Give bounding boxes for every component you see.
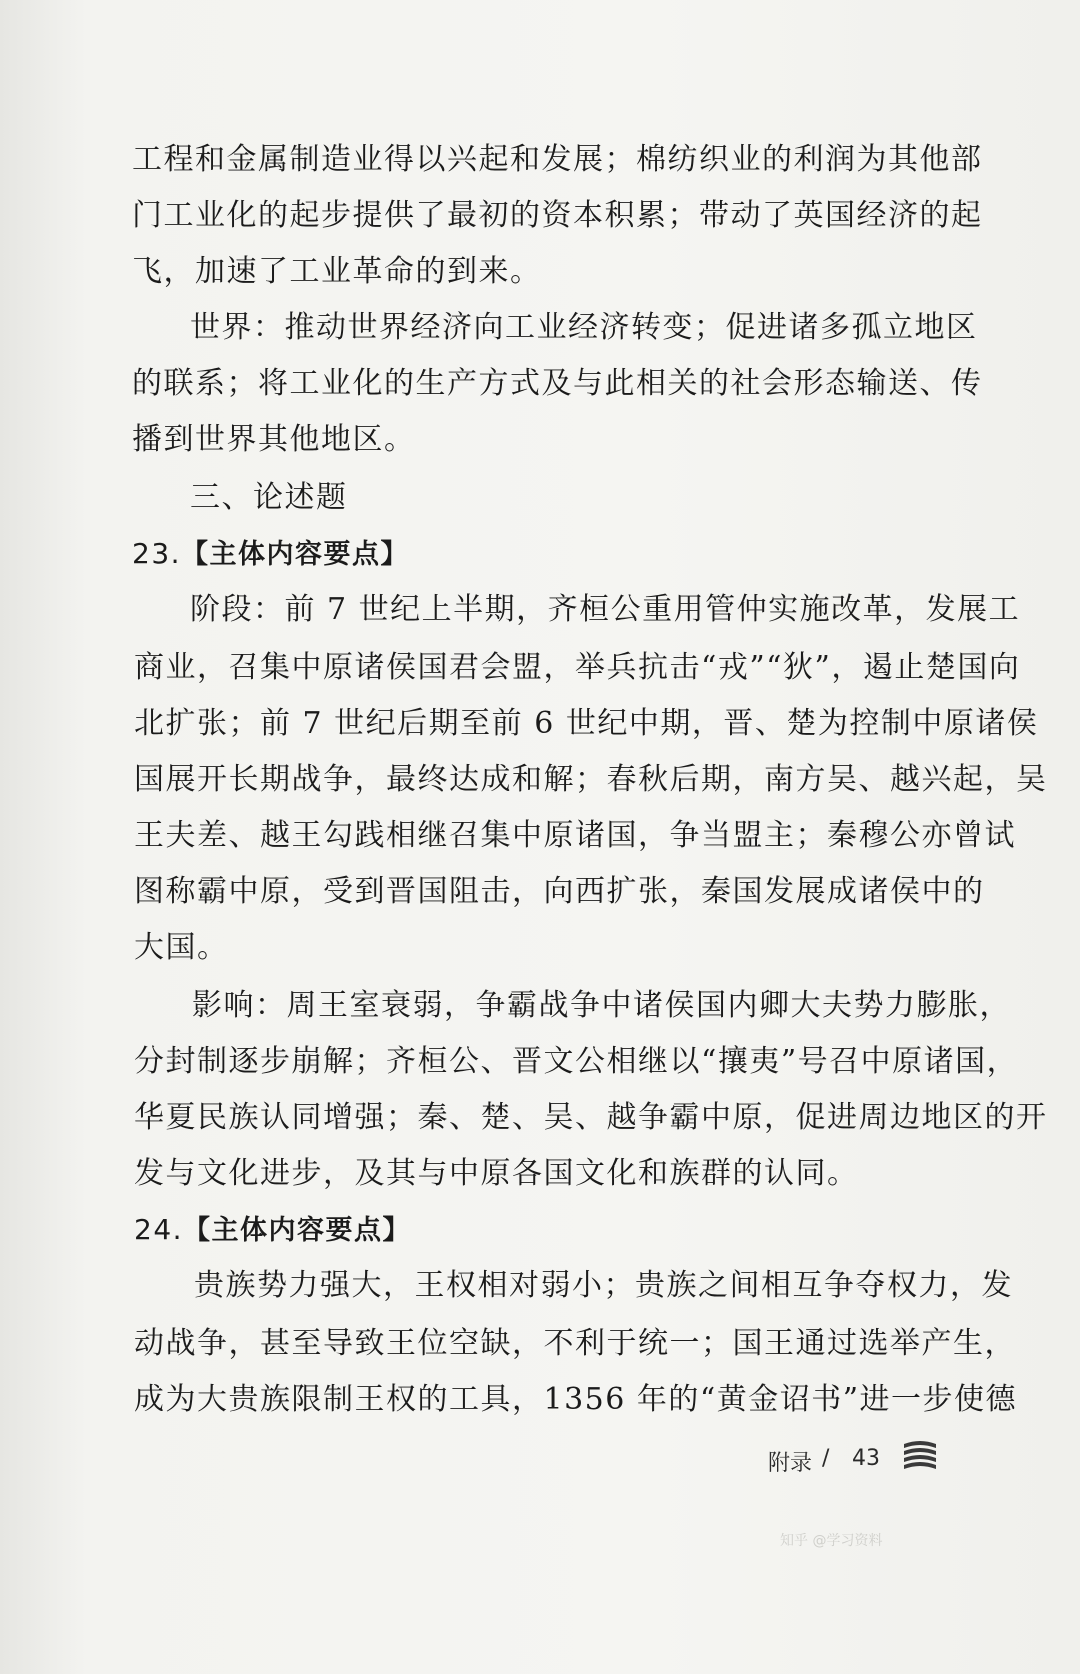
watermark: 知乎 @学习资料 <box>780 1533 883 1549</box>
body-line: 影响：周王室衰弱，争霸战争中诸侯国内卿大夫势力膨胀， <box>192 988 1011 1023</box>
section-heading: 三、论述题 <box>190 480 348 515</box>
body-line: 大国。 <box>134 930 229 965</box>
body-line: 门工业化的起步提供了最初的资本积累；带动了英国经济的起 <box>132 198 983 233</box>
footer-separator: / <box>822 1446 830 1471</box>
body-line: 贵族势力强大，王权相对弱小；贵族之间相互争夺权力，发 <box>194 1268 1013 1303</box>
body-line: 飞，加速了工业革命的到来。 <box>132 254 542 289</box>
body-line: 发与文化进步，及其与中原各国文化和族群的认同。 <box>134 1156 859 1191</box>
question-23-header <box>132 534 409 575</box>
question-number: 23. <box>132 537 182 570</box>
body-line: 的联系；将工业化的生产方式及与此相关的社会形态输送、传 <box>132 366 983 401</box>
body-line: 国展开长期战争，最终达成和解；春秋后期，南方吴、越兴起，吴 <box>134 762 1048 797</box>
body-line: 华夏民族认同增强；秦、楚、吴、越争霸中原，促进周边地区的开 <box>134 1100 1048 1135</box>
question-24-header <box>134 1210 411 1251</box>
body-line: 播到世界其他地区。 <box>132 422 416 457</box>
body-line: 北扩张；前 7 世纪后期至前 6 世纪中期，晋、楚为控制中原诸侯 <box>134 706 1039 741</box>
question-heading: 【主体内容要点】 <box>183 1215 412 1246</box>
body-line: 王夫差、越王勾践相继召集中原诸国，争当盟主；秦穆公亦曾试 <box>134 818 1016 853</box>
body-line: 工程和金属制造业得以兴起和发展；棉纺织业的利润为其他部 <box>132 142 983 177</box>
question-heading: 【主体内容要点】 <box>181 539 410 570</box>
page-number: 43 <box>852 1446 880 1471</box>
body-line: 动战争，甚至导致王位空缺，不利于统一；国王通过选举产生， <box>134 1326 1016 1361</box>
body-line: 商业，召集中原诸侯国君会盟，举兵抗击“戎”“狄”，遏止楚国向 <box>134 650 1021 685</box>
book-stack-icon <box>900 1438 940 1474</box>
body-line: 阶段：前 7 世纪上半期，齐桓公重用管仲实施改革，发展工 <box>190 592 1021 627</box>
body-line: 成为大贵族限制王权的工具，1356 年的“黄金诏书”进一步使德 <box>134 1382 1018 1417</box>
body-line: 分封制逐步崩解；齐桓公、晋文公相继以“攘夷”号召中原诸国， <box>134 1044 1019 1079</box>
body-line: 世界：推动世界经济向工业经济转变；促进诸多孤立地区 <box>190 310 978 345</box>
question-number: 24. <box>134 1213 184 1246</box>
body-line: 图称霸中原，受到晋国阻击，向西扩张，秦国发展成诸侯中的 <box>134 874 985 909</box>
footer-section-label: 附录 <box>768 1451 813 1476</box>
